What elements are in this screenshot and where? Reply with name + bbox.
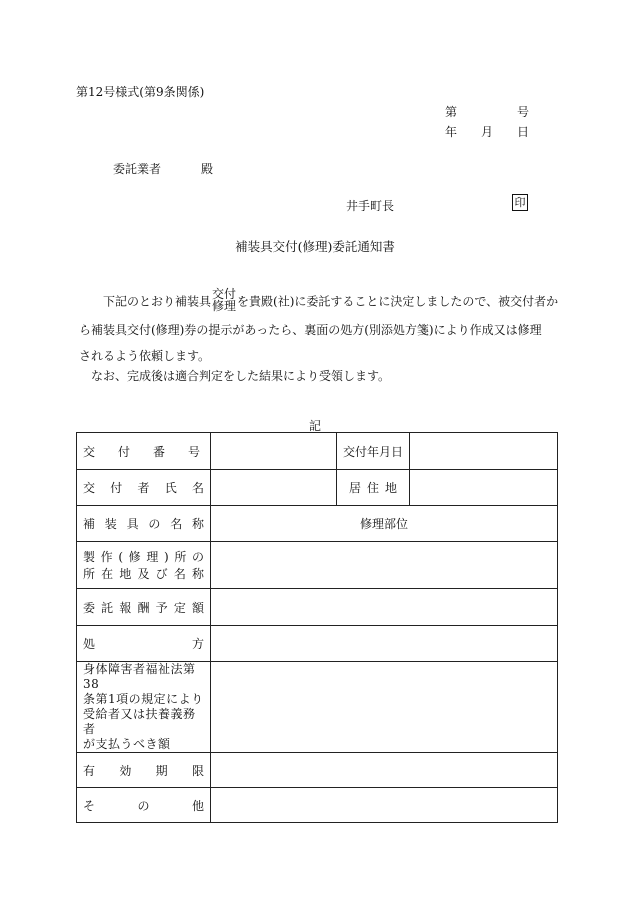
value-workshop xyxy=(211,542,558,589)
label-workshop-line-2: 所在地及び名称 xyxy=(83,567,204,581)
label-device-name: 補装具の名称 xyxy=(77,506,211,542)
form-number: 第12号様式(第9条関係) xyxy=(76,85,205,99)
document-number-suffix: 号 xyxy=(517,105,530,119)
label-other: その他 xyxy=(77,788,211,823)
label-repair-part: 修理部位 xyxy=(211,506,558,542)
stack-bottom: 修理 xyxy=(212,299,237,313)
document-number-prefix: 第 xyxy=(445,105,458,119)
addressee xyxy=(113,160,213,177)
table-row xyxy=(77,626,558,662)
value-payable-amount xyxy=(211,662,558,753)
stack-top: 交付 xyxy=(212,287,237,301)
body-text-start: 下記のとおり補装具 xyxy=(103,294,212,309)
value-other xyxy=(211,788,558,823)
label-validity-period: 有効期限 xyxy=(77,753,211,788)
body-line-3: されるよう依頼します。 xyxy=(79,349,211,363)
body-text-end: を貴殿(社)に委託することに決定しましたので、被交付者か xyxy=(237,294,559,309)
addressee-honorific: 殿 xyxy=(201,162,214,176)
table-row xyxy=(77,433,558,470)
addressee-name: 委託業者 xyxy=(113,162,162,176)
label-payable-line-2: 条第1項の規定により xyxy=(83,692,204,706)
seal-mark: 印 xyxy=(512,194,528,211)
delivery-repair-stack xyxy=(212,288,236,312)
table-row xyxy=(77,589,558,626)
date-year: 年 xyxy=(445,125,458,139)
label-prescription-a: 処 xyxy=(83,637,96,651)
label-payable-line-1: 身体障害者福祉法第38 xyxy=(83,662,196,691)
table-row xyxy=(77,788,558,823)
value-validity-period xyxy=(211,753,558,788)
sender-name: 井手町長 xyxy=(346,199,395,213)
table-row xyxy=(77,542,558,589)
table-row xyxy=(77,662,558,753)
table-row xyxy=(77,753,558,788)
label-delivery-date: 交付年月日 xyxy=(337,433,410,470)
label-payable-line-3: 受給者又は扶養義務者 xyxy=(83,707,196,736)
label-workshop-line-1: 製作(修理)所の xyxy=(83,550,204,564)
value-residence xyxy=(410,470,558,506)
value-prescription xyxy=(211,626,558,662)
label-payable-line-4: が支払うべき額 xyxy=(83,737,171,751)
ki-heading: 記 xyxy=(308,419,321,433)
label-prescription xyxy=(77,626,211,662)
body-line-1 xyxy=(79,287,559,314)
body-line-2: ら補装具交付(修理)券の提示があったら、裏面の処方(別添処方箋)により作成又は修理 xyxy=(79,323,542,337)
details-table xyxy=(76,432,558,823)
body-paragraph xyxy=(79,287,559,386)
label-planned-fee: 委託報酬予定額 xyxy=(77,589,211,626)
date-day: 日 xyxy=(517,125,530,139)
value-recipient-name xyxy=(211,470,337,506)
date-month: 月 xyxy=(481,125,494,139)
label-residence: 居住地 xyxy=(337,470,410,506)
label-delivery-number: 交付番号 xyxy=(77,433,211,470)
table-row xyxy=(77,506,558,542)
document-title: 補装具交付(修理)委託通知書 xyxy=(235,239,395,254)
label-prescription-b: 方 xyxy=(191,637,204,651)
label-payable-amount xyxy=(77,662,211,753)
table-row xyxy=(77,470,558,506)
label-workshop xyxy=(77,542,211,589)
value-delivery-date xyxy=(410,433,558,470)
value-delivery-number xyxy=(211,433,337,470)
label-recipient-name: 交付者氏名 xyxy=(77,470,211,506)
body-line-4: なお、完成後は適合判定をした結果により受領します。 xyxy=(91,369,391,383)
value-planned-fee xyxy=(211,589,558,626)
